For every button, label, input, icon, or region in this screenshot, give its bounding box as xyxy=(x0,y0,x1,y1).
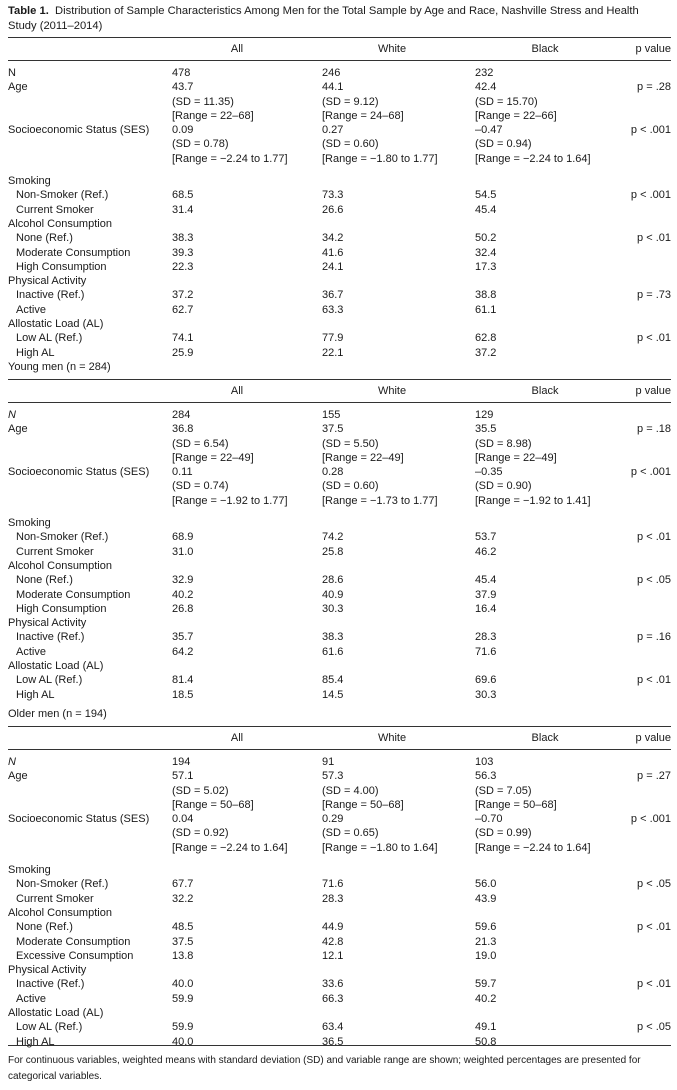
table-footnote: For continuous variables, weighted means with standard deviation (SD) and variable range are shown; weighted percentages are presented for categorical variables. xyxy=(8,1055,641,1082)
cell-black: [Range = −1.92 to 1.41] xyxy=(475,494,591,507)
row-label: Active xyxy=(16,645,46,658)
row-label: Current Smoker xyxy=(16,203,94,216)
cell-p-value: p = .28 xyxy=(637,81,671,94)
column-header-all: All xyxy=(230,43,244,55)
cell-black: 16.4 xyxy=(475,602,497,615)
cell-all: (SD = 0.92) xyxy=(172,827,229,840)
cell-black: 40.2 xyxy=(475,992,497,1005)
cell-black: 37.2 xyxy=(475,346,497,359)
table-row xyxy=(8,841,671,855)
cell-white: 57.3 xyxy=(322,770,344,783)
cell-white: 41.6 xyxy=(322,246,344,259)
cell-black: 62.8 xyxy=(475,332,497,345)
table-row xyxy=(8,588,671,602)
table-row xyxy=(8,659,671,673)
row-label: Excessive Consumption xyxy=(16,949,134,962)
table-row xyxy=(8,437,671,451)
cell-p-value: p = .18 xyxy=(637,423,671,436)
column-header-black: Black xyxy=(531,43,559,55)
cell-white: [Range = −1.80 to 1.64] xyxy=(322,841,438,854)
cell-black: 17.3 xyxy=(475,260,497,273)
table-row xyxy=(8,645,671,659)
column-header-white: White xyxy=(377,43,407,55)
cell-white: 66.3 xyxy=(322,992,344,1005)
table-row xyxy=(8,317,671,331)
cell-all: (SD = 11.35) xyxy=(172,95,234,108)
cell-black: [Range = 50–68] xyxy=(475,798,557,811)
cell-all: 0.09 xyxy=(172,124,194,137)
table-row xyxy=(8,1020,671,1034)
cell-white: 25.8 xyxy=(322,545,344,558)
cell-all: 40.0 xyxy=(172,978,194,991)
cell-white: (SD = 0.60) xyxy=(322,480,379,493)
cell-all: 74.1 xyxy=(172,332,194,345)
cell-p-value: p < .05 xyxy=(637,878,671,891)
row-label: Moderate Consumption xyxy=(16,588,131,601)
cell-all: 478 xyxy=(172,67,191,79)
cell-black: 59.7 xyxy=(475,978,497,991)
cell-white: 63.4 xyxy=(322,1021,344,1034)
table-row xyxy=(8,935,671,949)
cell-p-value: p < .001 xyxy=(630,189,671,202)
row-label: Allostatic Load (AL) xyxy=(8,318,104,331)
cell-p-value: p = .16 xyxy=(637,631,671,644)
cell-black: 61.1 xyxy=(475,303,497,316)
cell-p-value: p = .27 xyxy=(637,770,671,783)
row-label: N xyxy=(8,409,16,421)
cell-white: 44.9 xyxy=(322,921,344,934)
section-subtitle: Young men (n = 284) xyxy=(8,361,111,373)
cell-white: 22.1 xyxy=(322,346,344,359)
table-row xyxy=(8,346,671,360)
table-caption xyxy=(8,4,668,34)
table-row xyxy=(8,559,671,573)
cell-black: 129 xyxy=(475,409,494,421)
cell-white: 0.28 xyxy=(322,466,344,479)
row-label: Current Smoker xyxy=(16,892,94,905)
column-header-p-value: p value xyxy=(635,385,671,397)
row-label: Alcohol Consumption xyxy=(8,559,112,572)
table-row xyxy=(8,137,671,151)
cell-all: 68.9 xyxy=(172,531,194,544)
table-row xyxy=(8,95,671,109)
table-row xyxy=(8,422,671,436)
table-row xyxy=(8,688,671,702)
cell-white: [Range = −1.80 to 1.77] xyxy=(322,152,438,165)
table-row xyxy=(8,992,671,1006)
row-label: Moderate Consumption xyxy=(16,246,131,259)
cell-all: (SD = 6.54) xyxy=(172,437,229,450)
cell-all: 40.0 xyxy=(172,1035,194,1048)
cell-white: 91 xyxy=(322,756,335,768)
table-row xyxy=(8,66,671,80)
table-row xyxy=(8,963,671,977)
cell-white: 73.3 xyxy=(322,189,344,202)
cell-white: 71.6 xyxy=(322,878,344,891)
cell-white: 33.6 xyxy=(322,978,344,991)
table-row xyxy=(8,152,671,166)
cell-all: [Range = −1.92 to 1.77] xyxy=(172,494,288,507)
cell-black: (SD = 0.94) xyxy=(475,138,532,151)
cell-black: 35.5 xyxy=(475,423,497,436)
cell-all: 68.5 xyxy=(172,189,194,202)
column-header-p-value: p value xyxy=(635,43,671,55)
cell-all: 18.5 xyxy=(172,688,194,701)
cell-p-value: p < .001 xyxy=(630,813,671,826)
row-label: Alcohol Consumption xyxy=(8,906,112,919)
cell-all: 39.3 xyxy=(172,246,194,259)
cell-white: (SD = 4.00) xyxy=(322,784,379,797)
table-row xyxy=(8,246,671,260)
column-header-p-value: p value xyxy=(635,732,671,744)
table-row xyxy=(8,616,671,630)
cell-all: [Range = −2.24 to 1.77] xyxy=(172,152,288,165)
table-row xyxy=(8,288,671,302)
cell-black: (SD = 0.90) xyxy=(475,480,532,493)
row-label: None (Ref.) xyxy=(16,574,73,587)
row-label: N xyxy=(8,756,16,768)
cell-all: 64.2 xyxy=(172,645,194,658)
row-label: Smoking xyxy=(8,864,51,877)
table-row xyxy=(8,573,671,587)
cell-black: 49.1 xyxy=(475,1021,497,1034)
cell-white: 77.9 xyxy=(322,332,344,345)
row-label: Socioeconomic Status (SES) xyxy=(8,124,150,137)
cell-black: 38.8 xyxy=(475,289,497,302)
cell-white: 155 xyxy=(322,409,341,421)
table-row xyxy=(8,516,671,530)
cell-all: 48.5 xyxy=(172,921,194,934)
cell-all: (SD = 0.78) xyxy=(172,138,229,151)
cell-black: 45.4 xyxy=(475,203,497,216)
table-row xyxy=(8,479,671,493)
row-label: High AL xyxy=(16,688,55,701)
cell-black: (SD = 7.05) xyxy=(475,784,532,797)
table-row xyxy=(8,769,671,783)
cell-white: [Range = 24–68] xyxy=(322,109,404,122)
cell-black: (SD = 0.99) xyxy=(475,827,532,840)
cell-all: 31.0 xyxy=(172,545,194,558)
row-label: High Consumption xyxy=(16,602,107,615)
cell-black: 46.2 xyxy=(475,545,497,558)
row-label: Low AL (Ref.) xyxy=(16,332,83,345)
table-row xyxy=(8,920,671,934)
cell-all: 62.7 xyxy=(172,303,194,316)
table-row xyxy=(8,798,671,812)
cell-white: 12.1 xyxy=(322,949,344,962)
cell-black: –0.35 xyxy=(475,466,503,479)
cell-white: 36.7 xyxy=(322,289,344,302)
cell-all: [Range = 22–68] xyxy=(172,109,254,122)
cell-black: 69.6 xyxy=(475,674,497,687)
cell-white: 63.3 xyxy=(322,303,344,316)
row-label: Physical Activity xyxy=(8,617,87,630)
cell-white: (SD = 5.50) xyxy=(322,437,379,450)
table-row xyxy=(8,530,671,544)
table-row xyxy=(8,408,671,422)
cell-p-value: p < .01 xyxy=(637,674,671,687)
table-older-men xyxy=(8,707,671,1049)
cell-white: 28.3 xyxy=(322,892,344,905)
table-row xyxy=(8,812,671,826)
cell-all: (SD = 0.74) xyxy=(172,480,229,493)
table-row xyxy=(8,465,671,479)
cell-p-value: p < .05 xyxy=(637,1021,671,1034)
cell-black: 45.4 xyxy=(475,574,497,587)
table-row xyxy=(8,863,671,877)
cell-black: 54.5 xyxy=(475,189,497,202)
cell-white: 42.8 xyxy=(322,935,344,948)
cell-black: 56.0 xyxy=(475,878,497,891)
cell-black: –0.70 xyxy=(475,813,503,826)
cell-white: 74.2 xyxy=(322,531,344,544)
cell-p-value: p < .05 xyxy=(637,574,671,587)
table-row xyxy=(8,217,671,231)
cell-black: 71.6 xyxy=(475,645,497,658)
cell-white: 36.5 xyxy=(322,1035,344,1048)
cell-all: 0.04 xyxy=(172,813,194,826)
cell-all: 43.7 xyxy=(172,81,194,94)
column-header-black: Black xyxy=(531,385,559,397)
row-label: Active xyxy=(16,303,46,316)
row-label: Non-Smoker (Ref.) xyxy=(16,531,109,544)
cell-all: 25.9 xyxy=(172,346,194,359)
row-label: Current Smoker xyxy=(16,545,94,558)
table-title: Distribution of Sample Characteristics Among Men for the Total Sample by Age and Race, Nashville Stress and Health Study (2011–2014) xyxy=(8,5,639,32)
column-header-white: White xyxy=(377,732,407,744)
column-header-white: White xyxy=(377,385,407,397)
row-label: Age xyxy=(8,770,28,783)
table-total-sample xyxy=(8,37,671,360)
cell-white: 24.1 xyxy=(322,260,344,273)
row-label: Inactive (Ref.) xyxy=(16,289,85,302)
cell-p-value: p < .01 xyxy=(637,531,671,544)
cell-black: (SD = 15.70) xyxy=(475,95,538,108)
cell-white: [Range = 22–49] xyxy=(322,451,404,464)
cell-p-value: p < .01 xyxy=(637,232,671,245)
table-row xyxy=(8,260,671,274)
cell-black: 53.7 xyxy=(475,531,497,544)
column-header-row xyxy=(8,727,671,749)
row-label: Allostatic Load (AL) xyxy=(8,660,104,673)
row-label: Low AL (Ref.) xyxy=(16,674,83,687)
cell-black: 21.3 xyxy=(475,935,497,948)
cell-black: [Range = −2.24 to 1.64] xyxy=(475,152,591,165)
cell-all: [Range = −2.24 to 1.64] xyxy=(172,841,288,854)
row-label: Age xyxy=(8,81,28,94)
table-row xyxy=(8,451,671,465)
table-row xyxy=(8,109,671,123)
table-row xyxy=(8,977,671,991)
row-label: High Consumption xyxy=(16,260,107,273)
cell-white: (SD = 9.12) xyxy=(322,95,379,108)
table-row xyxy=(8,826,671,840)
cell-black: 19.0 xyxy=(475,949,497,962)
cell-white: 26.6 xyxy=(322,203,344,216)
row-label: Physical Activity xyxy=(8,964,87,977)
cell-all: 194 xyxy=(172,756,191,768)
table-bottom-rule xyxy=(8,1045,671,1046)
cell-all: 13.8 xyxy=(172,949,194,962)
cell-all: 0.11 xyxy=(172,466,193,479)
column-header-all: All xyxy=(230,732,244,744)
table-row xyxy=(8,630,671,644)
cell-all: 284 xyxy=(172,409,191,421)
row-label: Age xyxy=(8,423,28,436)
cell-all: 31.4 xyxy=(172,203,194,216)
cell-black: [Range = 22–49] xyxy=(475,451,557,464)
table-label: Table 1. xyxy=(8,5,49,17)
cell-white: 34.2 xyxy=(322,232,344,245)
table-row xyxy=(8,203,671,217)
table-row xyxy=(8,892,671,906)
table-row xyxy=(8,949,671,963)
cell-black: [Range = 22–66] xyxy=(475,109,557,122)
cell-all: 32.9 xyxy=(172,574,194,587)
cell-black: (SD = 8.98) xyxy=(475,437,532,450)
cell-black: 37.9 xyxy=(475,588,497,601)
cell-black: 50.2 xyxy=(475,232,497,245)
table-row xyxy=(8,188,671,202)
cell-all: 81.4 xyxy=(172,674,194,687)
cell-white: 37.5 xyxy=(322,423,344,436)
row-label: Non-Smoker (Ref.) xyxy=(16,878,109,891)
table-row xyxy=(8,494,671,508)
row-label: Physical Activity xyxy=(8,275,87,288)
cell-p-value: p < .001 xyxy=(630,124,671,137)
cell-white: 44.1 xyxy=(322,81,344,94)
cell-white: [Range = −1.73 to 1.77] xyxy=(322,494,438,507)
table-row xyxy=(8,602,671,616)
cell-all: [Range = 50–68] xyxy=(172,798,254,811)
cell-black: 56.3 xyxy=(475,770,497,783)
cell-black: 50.8 xyxy=(475,1035,497,1048)
cell-black: –0.47 xyxy=(475,124,503,137)
table-row xyxy=(8,231,671,245)
cell-white: 30.3 xyxy=(322,602,344,615)
cell-all: 38.3 xyxy=(172,232,194,245)
cell-white: [Range = 50–68] xyxy=(322,798,404,811)
row-label: N xyxy=(8,67,16,79)
cell-p-value: p = .73 xyxy=(637,289,671,302)
table-row xyxy=(8,1035,671,1049)
cell-white: 85.4 xyxy=(322,674,344,687)
row-label: Non-Smoker (Ref.) xyxy=(16,189,109,202)
cell-all: 32.2 xyxy=(172,892,194,905)
table-row xyxy=(8,755,671,769)
cell-black: 32.4 xyxy=(475,246,497,259)
cell-p-value: p < .01 xyxy=(637,332,671,345)
cell-white: 61.6 xyxy=(322,645,344,658)
cell-all: 22.3 xyxy=(172,260,194,273)
row-label: None (Ref.) xyxy=(16,232,73,245)
cell-all: 40.2 xyxy=(172,588,194,601)
cell-white: 40.9 xyxy=(322,588,344,601)
row-label: Allostatic Load (AL) xyxy=(8,1007,104,1020)
cell-all: 59.9 xyxy=(172,1021,194,1034)
row-label: Socioeconomic Status (SES) xyxy=(8,813,150,826)
row-label: Inactive (Ref.) xyxy=(16,631,85,644)
table-row xyxy=(8,174,671,188)
table-row xyxy=(8,784,671,798)
cell-black: [Range = −2.24 to 1.64] xyxy=(475,841,591,854)
row-label: High AL xyxy=(16,346,55,359)
cell-white: 0.29 xyxy=(322,813,344,826)
cell-black: 42.4 xyxy=(475,81,497,94)
row-label: Inactive (Ref.) xyxy=(16,978,85,991)
cell-all: 37.2 xyxy=(172,289,194,302)
cell-all: 26.8 xyxy=(172,602,194,615)
cell-black: 59.6 xyxy=(475,921,497,934)
column-header-black: Black xyxy=(531,732,559,744)
cell-all: 57.1 xyxy=(172,770,194,783)
table-row xyxy=(8,1006,671,1020)
row-label: Smoking xyxy=(8,175,51,188)
table-row xyxy=(8,80,671,94)
row-label: High AL xyxy=(16,1035,55,1048)
cell-all: [Range = 22–49] xyxy=(172,451,254,464)
cell-all: 59.9 xyxy=(172,992,194,1005)
table-row xyxy=(8,303,671,317)
cell-all: 67.7 xyxy=(172,878,194,891)
cell-all: 35.7 xyxy=(172,631,194,644)
table-row xyxy=(8,545,671,559)
table-row xyxy=(8,906,671,920)
cell-white: (SD = 0.65) xyxy=(322,827,379,840)
row-label: Smoking xyxy=(8,517,51,530)
cell-white: 38.3 xyxy=(322,631,344,644)
table-row xyxy=(8,877,671,891)
table-row xyxy=(8,274,671,288)
column-header-row xyxy=(8,38,671,60)
cell-p-value: p < .01 xyxy=(637,978,671,991)
cell-p-value: p < .01 xyxy=(637,921,671,934)
section-subtitle: Older men (n = 194) xyxy=(8,708,107,720)
table-young-men xyxy=(8,360,671,702)
table-row xyxy=(8,331,671,345)
row-label: Moderate Consumption xyxy=(16,935,131,948)
cell-black: 103 xyxy=(475,756,494,768)
table-row xyxy=(8,673,671,687)
cell-all: 36.8 xyxy=(172,423,194,436)
cell-all: 37.5 xyxy=(172,935,194,948)
cell-white: 28.6 xyxy=(322,574,344,587)
row-label: Socioeconomic Status (SES) xyxy=(8,466,150,479)
row-label: None (Ref.) xyxy=(16,921,73,934)
row-label: Alcohol Consumption xyxy=(8,217,112,230)
row-label: Active xyxy=(16,992,46,1005)
cell-p-value: p < .001 xyxy=(630,466,671,479)
column-header-all: All xyxy=(230,385,244,397)
cell-black: 43.9 xyxy=(475,892,497,905)
cell-white: (SD = 0.60) xyxy=(322,138,379,151)
table-row xyxy=(8,123,671,137)
cell-white: 246 xyxy=(322,67,341,79)
cell-black: 28.3 xyxy=(475,631,497,644)
cell-black: 30.3 xyxy=(475,688,497,701)
column-header-row xyxy=(8,380,671,402)
cell-all: (SD = 5.02) xyxy=(172,784,229,797)
cell-black: 232 xyxy=(475,67,494,79)
cell-white: 14.5 xyxy=(322,688,344,701)
cell-white: 0.27 xyxy=(322,124,344,137)
row-label: Low AL (Ref.) xyxy=(16,1021,83,1034)
